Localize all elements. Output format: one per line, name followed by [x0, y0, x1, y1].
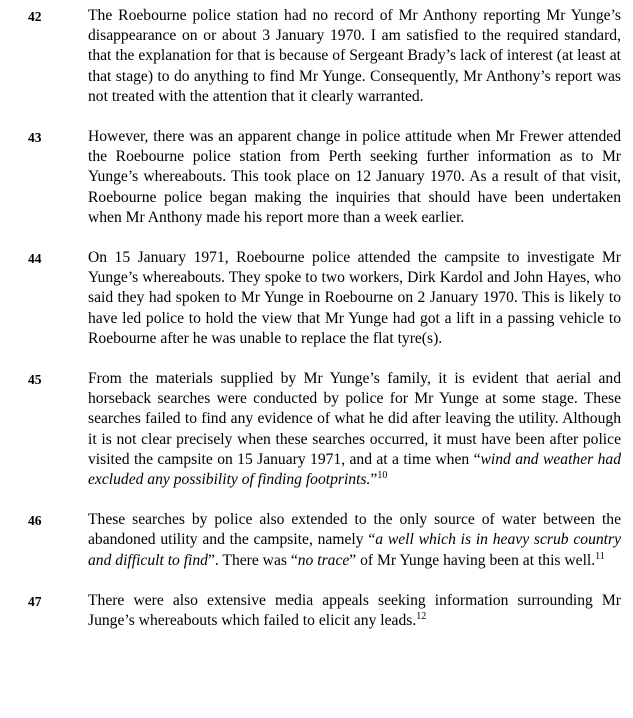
footnote-ref-11[interactable]: 11 — [595, 550, 605, 562]
paragraph-number: 44 — [28, 251, 42, 267]
paragraph-text: On 15 January 1971, Roebourne police attended the campsite to investigate Mr Yunge’s whereabouts. They spoke to two workers, Dirk Kardol and John Hayes, who said they had spoken to Mr Yunge in Roebourne on 2 January 1970. This is likely to have led police to hold the view that Mr Yunge had got a lift in a passing vehicle to Roebourne after he was unable to replace the flat tyre(s). — [88, 249, 621, 347]
quoted-text: wind and weather had excluded any possibility of finding footprints. — [88, 450, 621, 489]
paragraph-number: 43 — [28, 130, 42, 146]
paragraph-46 — [28, 510, 621, 571]
paragraph-43 — [28, 127, 621, 228]
paragraph-number: 42 — [28, 9, 42, 24]
paragraph-42 — [28, 6, 621, 107]
paragraph-number: 46 — [28, 513, 42, 529]
paragraph-number: 45 — [28, 372, 42, 388]
paragraph-47 — [28, 591, 621, 631]
paragraph-text: However, there was an apparent change in police attitude when Mr Frewer attended the Roebourne police station from Perth seeking further information as to Mr Yunge’s whereabouts. This took place on 12 January 1970. As a result of that visit, Roebourne police began making the inquiries that should have been undertaken when Mr Anthony made his report more than a week earlier. — [88, 128, 621, 226]
paragraph-45 — [28, 369, 621, 490]
paragraph-44 — [28, 248, 621, 349]
paragraph-text: These searches by police also extended to the only source of water between the abandoned utility and the campsite, namely “a well which is in heavy scrub country and difficult to find”. There was “no trace” of Mr Yunge having been at this well.$^{11}$ — [88, 511, 621, 569]
paragraph-number: 47 — [28, 593, 42, 609]
paragraph-text: There were also extensive media appeals seeking information surrounding Mr Junge’s whereabouts which failed to elicit any leads.$^{12}$ — [88, 591, 621, 630]
paragraph-text: The Roebourne police station had no record of Mr Anthony reporting Mr Yunge’s disappearance on or about 3 January 1970. I am satisfied to the required standard, that the explanation for that is because of Sergeant Brady’s lack of interest (at least at that stage) to do anything to find Mr Yunge. Consequently, Mr Anthony’s report was not treated with the attention that it clearly warranted. — [88, 7, 621, 105]
quoted-text: a well which is in heavy scrub country and difficult to find — [88, 531, 621, 569]
quoted-text: no trace — [297, 551, 350, 569]
paragraph-text: From the materials supplied by Mr Yunge’s family, it is evident that aerial and horseback searches were conducted by police for Mr Yunge at some stage. These searches failed to find any evidence of what he did after leaving the utility. Although it is not clear precisely when these searches occurred, it must have been after police visited the campsite on 15 January 1971, and at a time when “wind and weather had excluded any possibility of finding footprints.”$^{10}$ — [88, 370, 621, 489]
footnote-ref-10[interactable]: 10 — [377, 469, 388, 481]
footnote-ref-12[interactable]: 12 — [416, 610, 427, 622]
